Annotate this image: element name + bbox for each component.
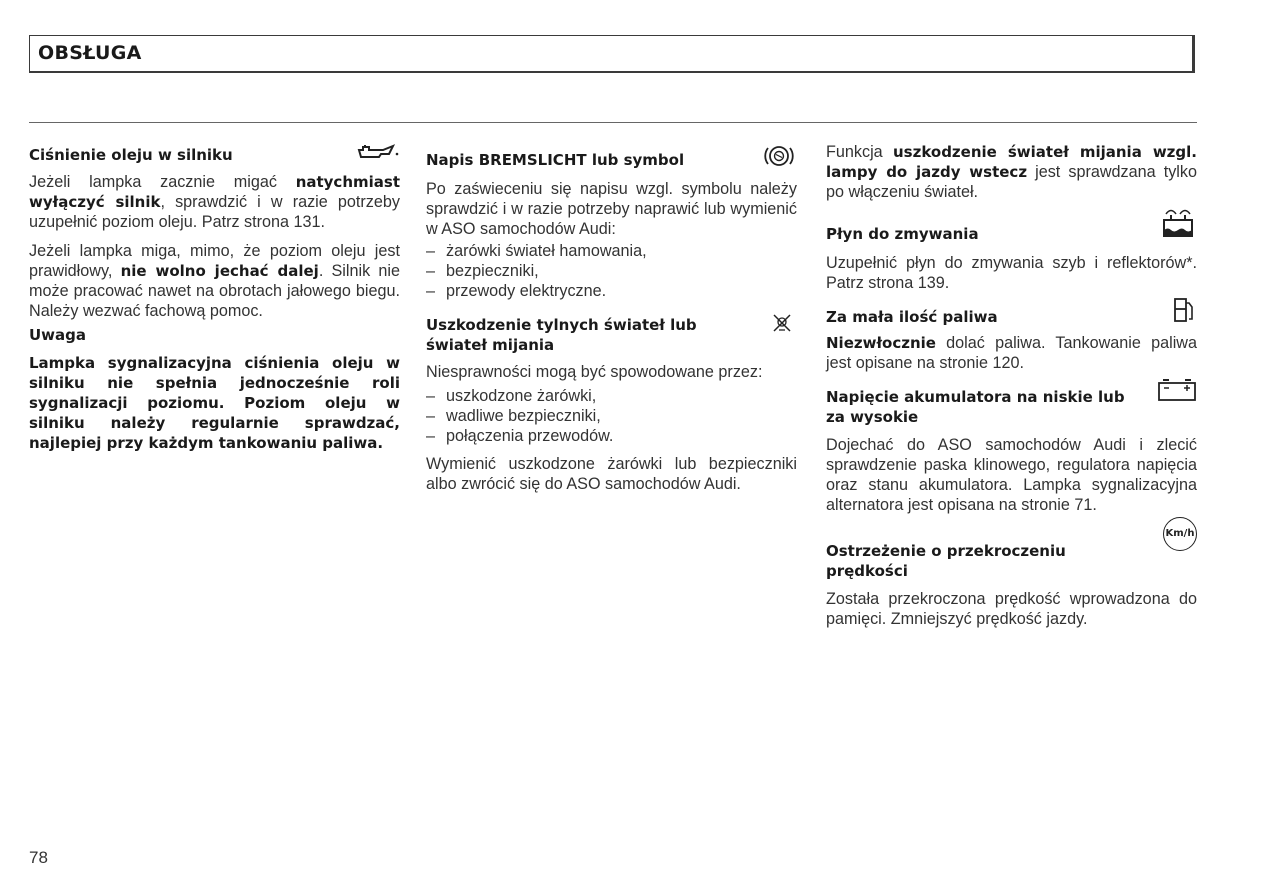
brake-light-heading: Napis BREMSLICHT lub symbol [426,150,797,170]
list-item: – przewody elektryczne. [426,281,797,301]
speedometer-icon: Km/h [1163,517,1197,551]
list-item: – bezpieczniki, [426,261,797,281]
bulb-failure-icon [772,313,792,333]
column-1 [29,140,400,453]
brake-text: Po zaświeceniu się napisu wzgl. symbolu należy sprawdzić i w razie potrzeby naprawić lub wymienić w ASO samochodów Audi: [426,180,797,238]
list-item: – żarówki świateł hamowania, [426,241,797,261]
speed-text: Została przekroczona prędkość wprowadzona do pamięci. Zmniejszyć prędkość jazdy. [826,590,1197,628]
washer-text: Uzupełnić płyn do zmywania szyb i reflektorów*. Patrz strona 139. [826,254,1197,292]
list-item: – wadliwe bezpieczniki, [426,406,797,426]
battery-heading: Napięcie akumulatora na niskie lub za wysokie [826,387,1197,427]
brake-warning-icon [763,142,795,170]
tail-text-2: Wymienić uszkodzone żarówki lub bezpieczniki albo zwrócić się do ASO samochodów Audi. [426,455,797,493]
column-3 [826,140,1197,629]
tail-list [426,386,797,446]
washer-heading: Płyn do zmywania [826,224,1197,244]
note-text: Lampka sygnalizacyjna ciśnienia oleju w silniku nie spełnia jednocześnie roli sygnalizacji poziomu. Poziom oleju w silniku należy regularnie sprawdzać, najlepiej przy każdym tankowaniu paliwa. [29,354,400,452]
speed-heading: Ostrzeżenie o przekroczeniu prędkości Km/h [826,541,1197,581]
tail-lights-heading: Uszkodzenie tylnych świateł lub świateł mijania [426,315,797,355]
fuel-heading: Za mała ilość paliwa [826,307,1197,327]
list-item: – uszkodzone żarówki, [426,386,797,406]
section-header [29,35,1195,73]
tail-text: Niesprawności mogą być spowodowane przez: [426,363,763,381]
oil-can-icon [356,143,400,161]
oil-paragraph-1: Jeżeli lampka zacznie migać natychmiast wyłączyć silnik, sprawdzić i w razie potrzeby uzupełnić poziom oleju. Patrz strona 131. [29,173,400,231]
brake-list [426,241,797,301]
list-item: – połączenia przewodów. [426,426,797,446]
fuel-pump-icon [1173,297,1195,323]
note-heading: Uwaga [29,326,87,344]
fuel-text: Niezwłocznie dolać paliwa. Tankowanie paliwa jest opisane na stronie 120. [826,334,1197,372]
oil-pressure-heading: Ciśnienie oleju w silniku [29,145,400,165]
oil-paragraph-2: Jeżeli lampka miga, mimo, że poziom oleju jest prawidłowy, nie wolno jechać dalej. Silnik nie może pracować nawet na obrotach jałowego biegu. Należy wezwać fachową pomoc. [29,242,400,320]
column-2 [426,140,797,494]
section-title: OBSŁUGA [38,42,142,64]
battery-text: Dojechać do ASO samochodów Audi i zlecić sprawdzenie paska klinowego, regulatora napięcia oraz stanu akumulatora. Lampka sygnalizacyjna alternatora jest opisana na stronie 71. [826,436,1197,514]
washer-fluid-icon [1161,206,1195,238]
battery-icon [1157,378,1197,402]
divider [29,122,1197,123]
page-number: 78 [29,848,48,867]
function-text: Funkcja uszkodzenie świateł mijania wzgl. lampy do jazdy wstecz jest sprawdzana tylko po włączeniu świateł. [826,143,1197,201]
